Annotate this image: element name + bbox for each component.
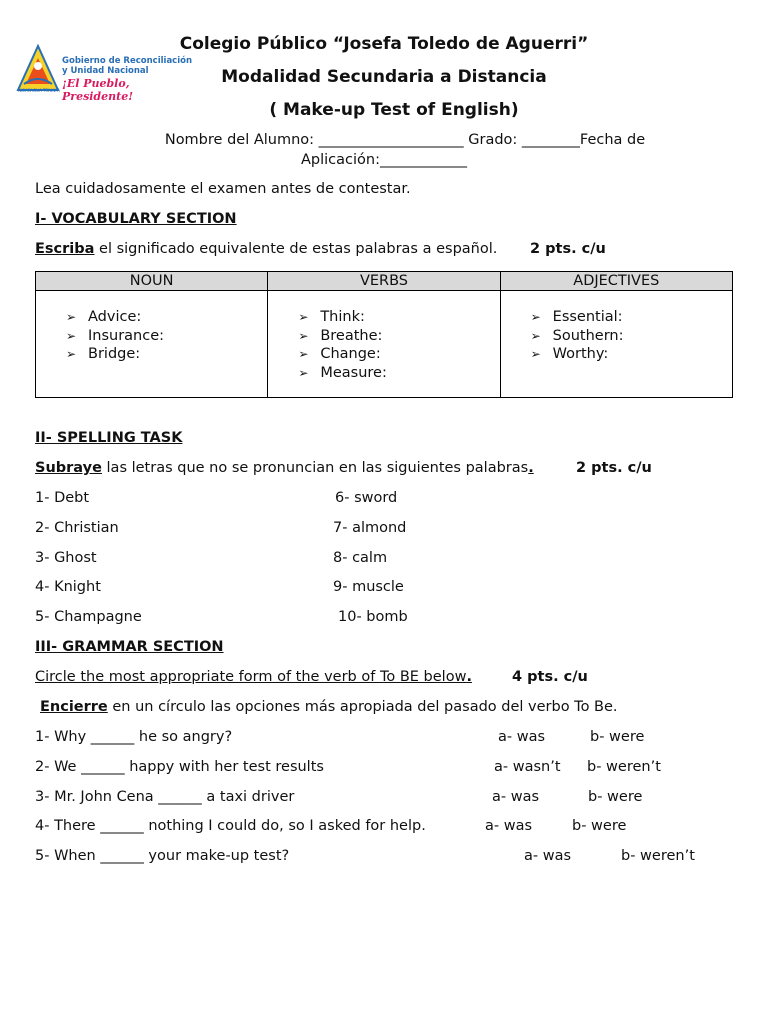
column-header-adjectives: ADJECTIVES [500, 272, 732, 291]
spelling-word: 9- muscle [333, 579, 404, 595]
vocabulary-instructions: Escriba el significado equivalente de estas palabras a español. [35, 241, 498, 257]
noun-cell [36, 291, 268, 398]
instruction-keyword: Subraye [35, 460, 102, 476]
modality-title: Modalidad Secundaria a Distancia [221, 67, 547, 87]
vocabulary-heading: I- VOCABULARY SECTION [35, 211, 237, 227]
spelling-instructions: Subraye las letras que no se pronuncian en las siguientes palabras. [35, 460, 534, 476]
list-item: ➢ Worthy: [530, 346, 609, 362]
option-b: b- were [590, 729, 645, 745]
student-info-line1: Nombre del Alumno: ____________________ Grado: ________Fecha de [164, 132, 646, 148]
grammar-instructions-en: Circle the most appropriate form of the verb of To BE below. [35, 669, 472, 685]
instruction-keyword: Encierre [40, 699, 108, 715]
option-a: a- was [498, 729, 546, 745]
arrow-bullet-icon: ➢ [66, 347, 77, 361]
list-item: ➢ Change: [298, 346, 381, 362]
list-item: ➢ Breathe: [298, 327, 383, 344]
spelling-word: 8- calm [333, 550, 388, 566]
spelling-heading: II- SPELLING TASK [35, 430, 183, 446]
general-instructions: Lea cuidadosamente el examen antes de contestar. [35, 181, 411, 197]
option-b: b- weren’t [621, 848, 695, 864]
verbs-cell [268, 291, 500, 398]
arrow-bullet-icon: ➢ [66, 328, 77, 343]
spelling-word: 1- Debt [35, 490, 90, 506]
spelling-word: 7- almond [333, 520, 407, 536]
arrow-bullet-icon: ➢ [530, 328, 541, 343]
option-b: b- were [572, 818, 627, 834]
spelling-word: 4- Knight [35, 579, 101, 595]
spelling-word: 3- Ghost [35, 550, 97, 566]
arrow-bullet-icon: ➢ [530, 347, 541, 361]
student-info-line2: Aplicación:____________ [301, 152, 467, 168]
column-header-noun: NOUN [36, 272, 268, 291]
grammar-heading: III- GRAMMAR SECTION [35, 639, 224, 655]
grammar-question: 1- Why ______ he so angry? [35, 729, 233, 745]
arrow-bullet-icon: ➢ [298, 310, 309, 324]
logo-small-text: NICARAGUA TRIUNFA [18, 88, 61, 93]
option-a: a- was [485, 818, 533, 834]
list-item: ➢ Advice: [66, 309, 142, 325]
grammar-question: 5- When ______ your make-up test? [35, 848, 290, 864]
arrow-bullet-icon: ➢ [298, 328, 309, 343]
logo-text: Gobierno de Reconciliación y Unidad Nacional [62, 56, 193, 76]
instruction-keyword: Escriba [35, 241, 95, 257]
grammar-points: 4 pts. c/u [512, 669, 588, 685]
school-title: Colegio Público “Josefa Toledo de Aguerri” [179, 34, 589, 54]
spelling-points: 2 pts. c/u [576, 460, 652, 476]
option-a: a- was [524, 848, 572, 864]
arrow-bullet-icon: ➢ [298, 365, 309, 380]
adjectives-cell [500, 291, 732, 398]
grammar-question: 4- There ______ nothing I could do, so I asked for help. [35, 818, 426, 834]
spelling-word: 2- Christian [35, 520, 119, 536]
vocabulary-table [35, 271, 733, 398]
option-a: a- wasn’t [494, 759, 561, 775]
list-item: ➢ Bridge: [66, 346, 141, 362]
column-header-verbs: VERBS [268, 272, 500, 291]
grammar-instructions-es: Encierre en un círculo las opciones más apropiada del pasado del verbo To Be. [40, 699, 618, 715]
arrow-bullet-icon: ➢ [530, 310, 541, 324]
list-item: ➢ Essential: [530, 309, 623, 325]
option-b: b- weren’t [587, 759, 661, 775]
test-title: ( Make-up Test of English) [269, 100, 519, 120]
option-b: b- were [588, 789, 643, 805]
option-a: a- was [492, 789, 540, 805]
list-item: ➢ Southern: [530, 327, 624, 344]
list-item: ➢ Think: [298, 309, 365, 325]
spelling-word: 5- Champagne [35, 609, 142, 625]
grammar-question: 2- We ______ happy with her test results [35, 759, 324, 775]
spelling-word: 6- sword [335, 490, 398, 506]
list-item: ➢ Measure: [298, 364, 387, 381]
vocabulary-points: 2 pts. c/u [530, 241, 606, 257]
arrow-bullet-icon: ➢ [66, 310, 77, 324]
arrow-bullet-icon: ➢ [298, 347, 309, 361]
logo-slogan: ¡El Pueblo, Presidente! [62, 77, 134, 103]
spelling-word: 10- bomb [338, 609, 408, 625]
list-item: ➢ Insurance: [66, 327, 165, 344]
grammar-question: 3- Mr. John Cena ______ a taxi driver [35, 789, 295, 805]
